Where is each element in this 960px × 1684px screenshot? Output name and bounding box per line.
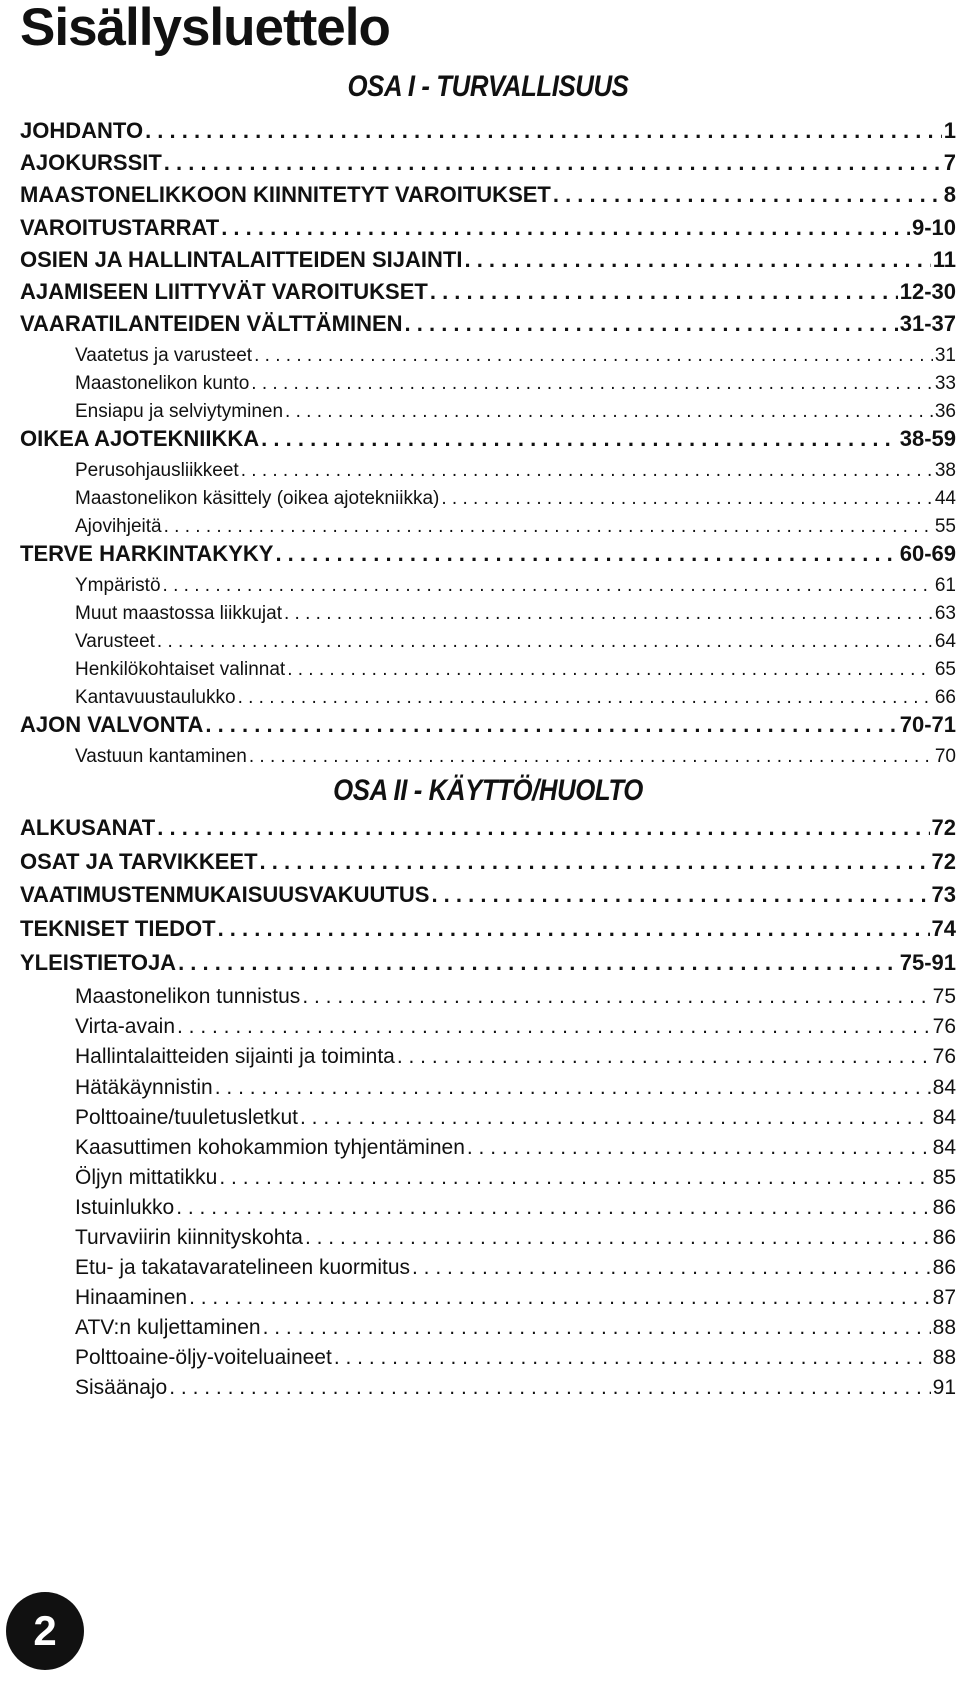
toc-entry-label: Varusteet — [75, 631, 155, 652]
toc-entry-label: Muut maastossa liikkujat — [75, 603, 282, 624]
toc-dot-leader — [157, 815, 929, 841]
toc-entry-page: 87 — [932, 1286, 956, 1309]
toc-entry-page: 72 — [931, 815, 956, 840]
toc-subsection-entry — [75, 401, 956, 423]
toc-entry-label: Vastuun kantaminen — [75, 746, 247, 767]
toc-subsection-entry — [75, 1226, 956, 1250]
toc-entry-label: JOHDANTO — [20, 118, 144, 143]
toc-dot-leader — [215, 1076, 931, 1100]
toc-entry-page: 33 — [934, 373, 956, 394]
toc-subsection-entry — [75, 631, 956, 653]
toc-section-entry — [20, 712, 956, 738]
toc-entry-page: 66 — [934, 687, 956, 708]
toc-dot-leader — [218, 916, 930, 942]
toc-entry-page: 7 — [943, 150, 956, 175]
page-title: Sisällysluettelo — [20, 0, 390, 57]
toc-entry-page: 38 — [934, 460, 956, 481]
toc-entry-label: Maastonelikon kunto — [75, 373, 250, 394]
toc-dot-leader — [431, 882, 929, 908]
toc-dot-leader — [249, 746, 933, 768]
toc-entry-page: 1 — [943, 118, 956, 143]
toc-entry-label: Vaatetus ja varusteet — [75, 345, 253, 366]
toc-entry-label: Turvaviirin kiinnityskohta — [75, 1226, 303, 1249]
toc-dot-leader — [284, 603, 933, 625]
toc-subsection-entry — [75, 460, 956, 482]
toc-dot-leader — [285, 401, 933, 423]
toc-dot-leader — [334, 1346, 931, 1370]
toc-entry-page: 55 — [934, 516, 956, 537]
toc-entry-label: Ajovihjeitä — [75, 516, 162, 537]
toc-subsection-entry — [75, 659, 956, 681]
toc-dot-leader — [263, 1316, 931, 1340]
toc-subsection-entry — [75, 345, 956, 367]
toc-subsection-entry — [75, 1136, 956, 1160]
toc-subsection-entry — [75, 1256, 956, 1280]
toc-entry-page: 31-37 — [899, 311, 956, 336]
toc-dot-leader — [464, 247, 930, 273]
toc-entry-page: 86 — [932, 1256, 956, 1279]
toc-entry-page: 73 — [931, 882, 956, 907]
toc-entry-page: 84 — [932, 1136, 956, 1159]
toc-entry-label: YLEISTIETOJA — [20, 950, 177, 975]
toc-entry-page: 36 — [934, 401, 956, 422]
toc-dot-leader — [251, 373, 933, 395]
toc-dot-leader — [441, 488, 933, 510]
toc-entry-label: Sisäänajo — [75, 1376, 168, 1399]
toc-section-entry — [20, 849, 956, 875]
toc-dot-leader — [238, 687, 933, 709]
toc-dot-leader — [254, 345, 933, 367]
toc-dot-leader — [287, 659, 933, 681]
toc-section-entry — [20, 950, 956, 976]
toc-section-entry — [20, 882, 956, 908]
toc-dot-leader — [553, 182, 942, 208]
toc-subsection-entry — [75, 1076, 956, 1100]
toc-subsection-entry — [75, 746, 956, 768]
toc-entry-label: MAASTONELIKKOON KIINNITETYT VAROITUKSET — [20, 182, 551, 207]
toc-section-entry — [20, 426, 956, 452]
toc-entry-label: ALKUSANAT — [20, 815, 156, 840]
toc-subsection-entry — [75, 1316, 956, 1340]
toc-entry-label: AJON VALVONTA — [20, 712, 204, 737]
toc-entry-label: Perusohjausliikkeet — [75, 460, 239, 481]
toc-entry-page: 75 — [932, 985, 956, 1008]
toc-dot-leader — [163, 575, 933, 597]
toc-entry-page: 38-59 — [899, 426, 956, 451]
toc-entry-label: Öljyn mittatikku — [75, 1166, 218, 1189]
toc-subsection-entry — [75, 488, 956, 510]
toc-entry-page: 72 — [931, 849, 956, 874]
part1-heading: OSA I - TURVALLISUUS — [347, 70, 629, 103]
toc-entry-label: Ympäristö — [75, 575, 161, 596]
toc-entry-label: OIKEA AJOTEKNIIKKA — [20, 426, 260, 451]
toc-dot-leader — [221, 215, 910, 241]
toc-entry-label: Maastonelikon käsittely (oikea ajotekniikka) — [75, 488, 440, 509]
toc-entry-page: 75-91 — [899, 950, 956, 975]
toc-entry-label: TEKNISET TIEDOT — [20, 916, 216, 941]
toc-entry-page: 61 — [934, 575, 956, 596]
toc-section-entry — [20, 150, 956, 176]
toc-dot-leader — [275, 541, 897, 567]
toc-dot-leader — [467, 1136, 931, 1160]
toc-section-entry — [20, 311, 956, 337]
toc-entry-label: TERVE HARKINTAKYKY — [20, 541, 274, 566]
toc-dot-leader — [241, 460, 933, 482]
toc-entry-label: Hinaaminen — [75, 1286, 188, 1309]
toc-entry-label: VAROITUSTARRAT — [20, 215, 220, 240]
toc-entry-page: 44 — [934, 488, 956, 509]
toc-entry-page: 11 — [932, 247, 956, 272]
toc-entry-label: Ensiapu ja selviytyminen — [75, 401, 284, 422]
toc-entry-page: 91 — [932, 1376, 956, 1399]
toc-entry-label: Polttoaine-öljy-voiteluaineet — [75, 1346, 332, 1369]
toc-dot-leader — [430, 279, 898, 305]
toc-entry-page: 86 — [932, 1226, 956, 1249]
toc-entry-page: 88 — [932, 1346, 956, 1369]
toc-dot-leader — [164, 516, 933, 538]
toc-dot-leader — [178, 950, 898, 976]
toc-dot-leader — [219, 1166, 930, 1190]
toc-entry-page: 70 — [934, 746, 956, 767]
toc-entry-page: 12-30 — [899, 279, 956, 304]
toc-entry-page: 74 — [931, 916, 956, 941]
toc-subsection-entry — [75, 1106, 956, 1130]
toc-entry-label: Virta-avain — [75, 1015, 175, 1038]
toc-entry-page: 76 — [932, 1045, 956, 1068]
toc-dot-leader — [169, 1376, 930, 1400]
toc-subsection-entry — [75, 687, 956, 709]
toc-dot-leader — [205, 712, 897, 738]
toc-section-entry — [20, 916, 956, 942]
toc-entry-label: AJOKURSSIT — [20, 150, 162, 175]
toc-dot-leader — [157, 631, 933, 653]
toc-entry-label: Maastonelikon tunnistus — [75, 985, 301, 1008]
toc-entry-page: 8 — [943, 182, 956, 207]
toc-entry-page: 85 — [932, 1166, 956, 1189]
toc-entry-page: 65 — [934, 659, 956, 680]
toc-entry-page: 86 — [932, 1196, 956, 1219]
toc-subsection-entry — [75, 1376, 956, 1400]
toc-subsection-entry — [75, 1166, 956, 1190]
toc-entry-page: 76 — [932, 1015, 956, 1038]
toc-section-entry — [20, 541, 956, 567]
toc-section-entry — [20, 118, 956, 144]
toc-dot-leader — [260, 849, 930, 875]
toc-entry-label: Kantavuustaulukko — [75, 687, 236, 708]
toc-entry-label: OSAT JA TARVIKKEET — [20, 849, 258, 874]
toc-entry-label: ATV:n kuljettaminen — [75, 1316, 261, 1339]
toc-dot-leader — [405, 311, 898, 337]
toc-dot-leader — [164, 150, 942, 176]
toc-entry-label: Polttoaine/tuuletusletkut — [75, 1106, 298, 1129]
toc-entry-page: 63 — [934, 603, 956, 624]
toc-entry-label: OSIEN JA HALLINTALAITTEIDEN SIJAINTI — [20, 247, 463, 272]
toc-section-entry — [20, 247, 956, 273]
toc-dot-leader — [176, 1196, 930, 1220]
toc-subsection-entry — [75, 1196, 956, 1220]
toc-dot-leader — [412, 1256, 931, 1280]
toc-dot-leader — [397, 1045, 931, 1069]
toc-subsection-entry — [75, 1346, 956, 1370]
toc-entry-label: Istuinlukko — [75, 1196, 175, 1219]
toc-entry-label: VAATIMUSTENMUKAISUUSVAKUUTUS — [20, 882, 430, 907]
toc-entry-label: VAARATILANTEIDEN VÄLTTÄMINEN — [20, 311, 403, 336]
toc-subsection-entry — [75, 516, 956, 538]
toc-dot-leader — [305, 1226, 931, 1250]
toc-dot-leader — [145, 118, 942, 144]
toc-dot-leader — [300, 1106, 931, 1130]
toc-section-entry — [20, 279, 956, 305]
toc-entry-label: Henkilökohtaiset valinnat — [75, 659, 286, 680]
page-number-badge: 2 — [6, 1592, 84, 1670]
toc-entry-label: Kaasuttimen kohokammion tyhjentäminen — [75, 1136, 465, 1159]
toc-subsection-entry — [75, 603, 956, 625]
toc-entry-page: 70-71 — [899, 712, 956, 737]
toc-dot-leader — [177, 1015, 931, 1039]
toc-subsection-entry — [75, 373, 956, 395]
toc-entry-page: 84 — [932, 1106, 956, 1129]
toc-entry-label: Hallintalaitteiden sijainti ja toiminta — [75, 1045, 395, 1068]
toc-entry-label: Hätäkäynnistin — [75, 1076, 213, 1099]
toc-entry-label: AJAMISEEN LIITTYVÄT VAROITUKSET — [20, 279, 428, 304]
toc-dot-leader — [261, 426, 898, 452]
toc-section-entry — [20, 815, 956, 841]
toc-entry-page: 64 — [934, 631, 956, 652]
toc-subsection-entry — [75, 1015, 956, 1039]
toc-subsection-entry — [75, 985, 956, 1009]
toc-entry-page: 60-69 — [899, 541, 956, 566]
toc-section-entry — [20, 215, 956, 241]
toc-entry-page: 84 — [932, 1076, 956, 1099]
toc-dot-leader — [189, 1286, 931, 1310]
toc-entry-page: 31 — [934, 345, 956, 366]
toc-subsection-entry — [75, 1286, 956, 1310]
toc-subsection-entry — [75, 575, 956, 597]
toc-entry-page: 88 — [932, 1316, 956, 1339]
toc-section-entry — [20, 182, 956, 208]
toc-subsection-entry — [75, 1045, 956, 1069]
toc-entry-label: Etu- ja takatavaratelineen kuormitus — [75, 1256, 411, 1279]
toc-dot-leader — [302, 985, 930, 1009]
part2-heading: OSA II - KÄYTTÖ/HUOLTO — [333, 774, 643, 807]
toc-entry-page: 9-10 — [911, 215, 956, 240]
